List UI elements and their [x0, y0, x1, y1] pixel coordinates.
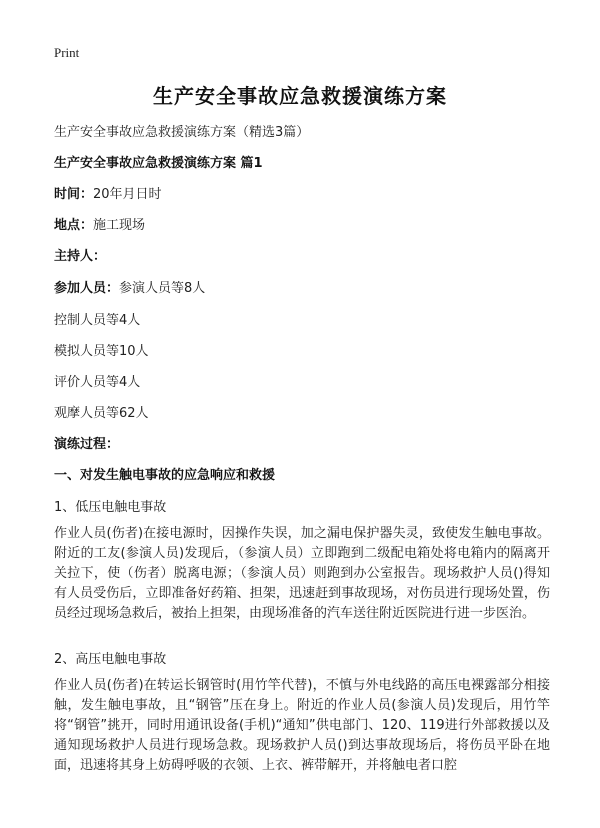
participants-label: 参加人员：: [54, 281, 120, 296]
document-subtitle: 生产安全事故应急救援演练方案（精选3篇）: [54, 125, 310, 140]
time-value: 20年月日时: [93, 187, 162, 202]
place-value: 施工现场: [93, 218, 146, 233]
place-row: [54, 214, 145, 233]
paragraph-high-voltage: 作业人员(伤者)在转运长钢管时(用竹竿代替)，不慎与外电线路的高压电裸露部分相接触，发生触电事故，且“钢管”压在身上。附近的作业人员(参演人员)发现后，用竹竿将“钢管”挑开，同时用通讯设备(手机)“通知”供电部门、120、119进行外部救援以及通知现场救护人员进行现场急救。现场救护人员()到达事故现场后，将伤员平卧在地面，迅速将其身上妨碍呼吸的衣领、上衣、裤带解开，并将触电者口腔: [54, 678, 550, 773]
print-link[interactable]: Print: [54, 45, 80, 60]
document-title: 生产安全事故应急救援演练方案: [153, 84, 447, 108]
time-label: 时间：: [54, 187, 94, 202]
host-label: 主持人：: [54, 249, 107, 264]
place-label: 地点：: [54, 218, 94, 233]
section-title: 生产安全事故应急救援演练方案 篇1: [54, 156, 263, 171]
staff-observer: 观摩人员等62人: [54, 406, 149, 421]
time-row: [54, 183, 162, 202]
participants-row: [54, 277, 205, 296]
subheading-high-voltage: 2、高压电触电事故: [54, 652, 167, 667]
heading-electric-shock: 一、对发生触电事故的应急响应和救援: [54, 468, 276, 483]
process-label: 演练过程：: [54, 437, 120, 452]
participants-value: 参演人员等8人: [119, 281, 206, 296]
paragraph-low-voltage: 作业人员(伤者)在接电源时，因操作失误，加之漏电保护器失灵，致使发生触电事故。附近的工友(参演人员)发现后，（参演人员）立即跑到二级配电箱处将电箱内的隔离开关拉下，使（伤者）脱离电源；（参演人员）则跑到办公室报告。现场救护人员()得知有人员受伤后，立即准备好药箱、担架，迅速赶到事故现场，对伤员进行现场处置，伤员经过现场急救后，被抬上担架，由现场准备的汽车送往附近医院进行进一步医治。: [54, 526, 550, 621]
staff-control: 控制人员等4人: [54, 313, 141, 328]
staff-simulation: 模拟人员等10人: [54, 344, 149, 359]
subheading-low-voltage: 1、低压电触电事故: [54, 500, 167, 515]
staff-evaluation: 评价人员等4人: [54, 375, 141, 390]
